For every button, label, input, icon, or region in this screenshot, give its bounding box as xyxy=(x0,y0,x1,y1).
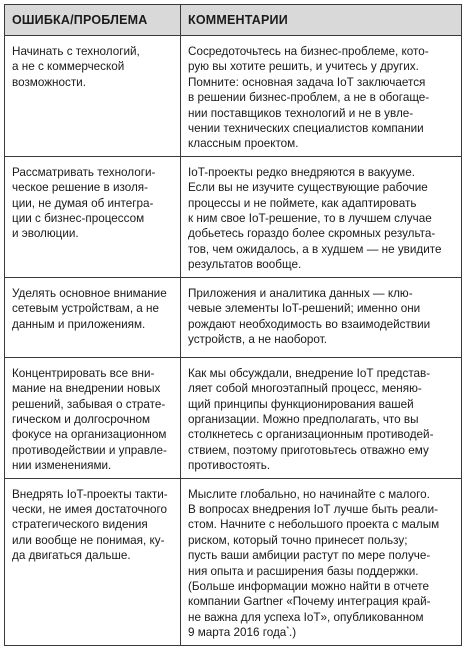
table-header-row xyxy=(5,5,462,36)
text-line: возможности. xyxy=(12,75,86,89)
text-line: В вопросах внедрения IoT лучше быть реали- xyxy=(188,502,438,516)
table-row xyxy=(5,357,462,478)
text-line: и эволюции. xyxy=(12,227,79,241)
text-fragment: 9 марта 2016 года xyxy=(188,626,287,640)
text-line: ствием, поэтому приготовьтесь отважно ему xyxy=(188,443,429,457)
text-line: Начинать с технологий, xyxy=(12,45,140,58)
text-line: Концентрировать все вни- xyxy=(12,366,155,380)
text-line: чевые элементы IoT-решений; именно они xyxy=(188,302,421,316)
text-line: нии изменениями. xyxy=(12,459,112,473)
text-line: риском, который точно принесет пользу; xyxy=(188,533,408,547)
text-line: Сосредоточьтесь на бизнес-проблеме, кото- xyxy=(188,45,429,58)
text-line: да двигаться дальше. xyxy=(12,549,131,563)
text-line: не важна для успеха IoT», опубликованном xyxy=(188,610,424,624)
text-line: процессы и не поймете, как адаптировать xyxy=(188,196,417,210)
text-line: устройств, а не наоборот. xyxy=(188,332,327,346)
text-line: ляет собой многоэтапный процесс, меняю- xyxy=(188,382,422,396)
table-row xyxy=(5,277,462,357)
mistakes-table xyxy=(4,4,462,646)
text-line: мание на внедрении новых xyxy=(12,382,161,396)
text-line: чески, не имея достаточного xyxy=(12,502,168,516)
text-line: решений, забывая о страте- xyxy=(12,397,166,411)
text-line: компании Gartner «Почему интеграция край- xyxy=(188,595,431,609)
table-row xyxy=(5,478,462,645)
header-problem: ОШИБКА/ПРОБЛЕМА xyxy=(5,5,181,36)
text-line: фокусе на организационном xyxy=(12,428,167,442)
problem-cell xyxy=(5,357,181,478)
text-line: добьетесь гораздо более скромных результа- xyxy=(188,227,436,241)
comment-cell xyxy=(181,357,462,478)
text-line: организации. Можно предполагать, что вы xyxy=(188,412,419,426)
text-line xyxy=(188,625,454,640)
text-line: или вообще не понимая, ку- xyxy=(12,533,165,547)
text-line: Помните: основная задача IoT заключается xyxy=(188,75,426,89)
text-line: ческое решение в изоля- xyxy=(12,181,149,195)
text-line: противодействии и управле- xyxy=(12,443,167,457)
text-line: Рассматривать технологи- xyxy=(12,165,156,179)
comment-cell xyxy=(181,277,462,357)
table-row xyxy=(5,156,462,277)
text-line: Мыслите глобально, но начинайте с малого. xyxy=(188,487,430,501)
text-line: противостоять. xyxy=(188,459,271,473)
text-line: Если вы не изучите существующие рабочие xyxy=(188,181,428,195)
text-line: в решении бизнес-проблем, а не в обогаще- xyxy=(188,91,430,105)
text-line: сетевым устройствам, а не xyxy=(12,302,160,316)
text-line: классным проектом. xyxy=(188,137,299,151)
text-line: Внедрять IoT-проекты такти- xyxy=(12,487,168,501)
comment-cell xyxy=(181,156,462,277)
text-line: стом. Начните с небольшого проекта с малым xyxy=(188,518,440,532)
comment-cell xyxy=(181,478,462,645)
text-line: пусть ваши амбиции растут по мере получе- xyxy=(188,549,431,563)
text-line: тов, чем ожидалось, а в худшем — не увидите xyxy=(188,242,442,256)
text-fragment: .) xyxy=(289,626,297,640)
text-line: IoT-проекты редко внедряются в вакууме. xyxy=(188,165,415,179)
text-line: чении технических специалистов компании xyxy=(188,122,424,136)
text-line: Как мы обсуждали, внедрение IoT представ- xyxy=(188,366,431,380)
text-line: гическом и долгосрочном xyxy=(12,412,151,426)
text-line: Уделять основное внимание xyxy=(12,286,167,300)
problem-cell xyxy=(5,277,181,357)
text-line: ции, не думая об интегра- xyxy=(12,196,154,210)
text-line: нии поставщиков технологий и не в увле- xyxy=(188,106,414,120)
text-line: ния опыта и расширения базы поддержки. xyxy=(188,564,419,578)
text-line: данным и приложениям. xyxy=(12,317,146,331)
problem-cell xyxy=(5,478,181,645)
text-line: к ним свое IoT-решение, то в лучшем случае xyxy=(188,212,432,226)
problem-cell xyxy=(5,36,181,157)
text-line: (Больше информации можно найти в отчете xyxy=(188,579,429,593)
header-comments: КОММЕНТАРИИ xyxy=(181,5,462,36)
text-line: результатов вообще. xyxy=(188,258,302,272)
text-line: рождают необходимость во взаимодействии xyxy=(188,317,431,331)
text-line: щий принципы функционирования вашей xyxy=(188,397,414,411)
text-line: а не с коммерческой xyxy=(12,60,125,74)
footnote-mark: * xyxy=(286,626,290,634)
text-line: ции с бизнес-процессом xyxy=(12,212,145,226)
text-line: рую вы хотите решить, и учитесь у других. xyxy=(188,60,419,74)
text-line: столкнетесь с организационным противодей- xyxy=(188,428,434,442)
problem-cell xyxy=(5,156,181,277)
text-line: Приложения и аналитика данных — клю- xyxy=(188,286,413,300)
table-row xyxy=(5,36,462,157)
comment-cell xyxy=(181,36,462,157)
text-line: стратегического видения xyxy=(12,518,148,532)
